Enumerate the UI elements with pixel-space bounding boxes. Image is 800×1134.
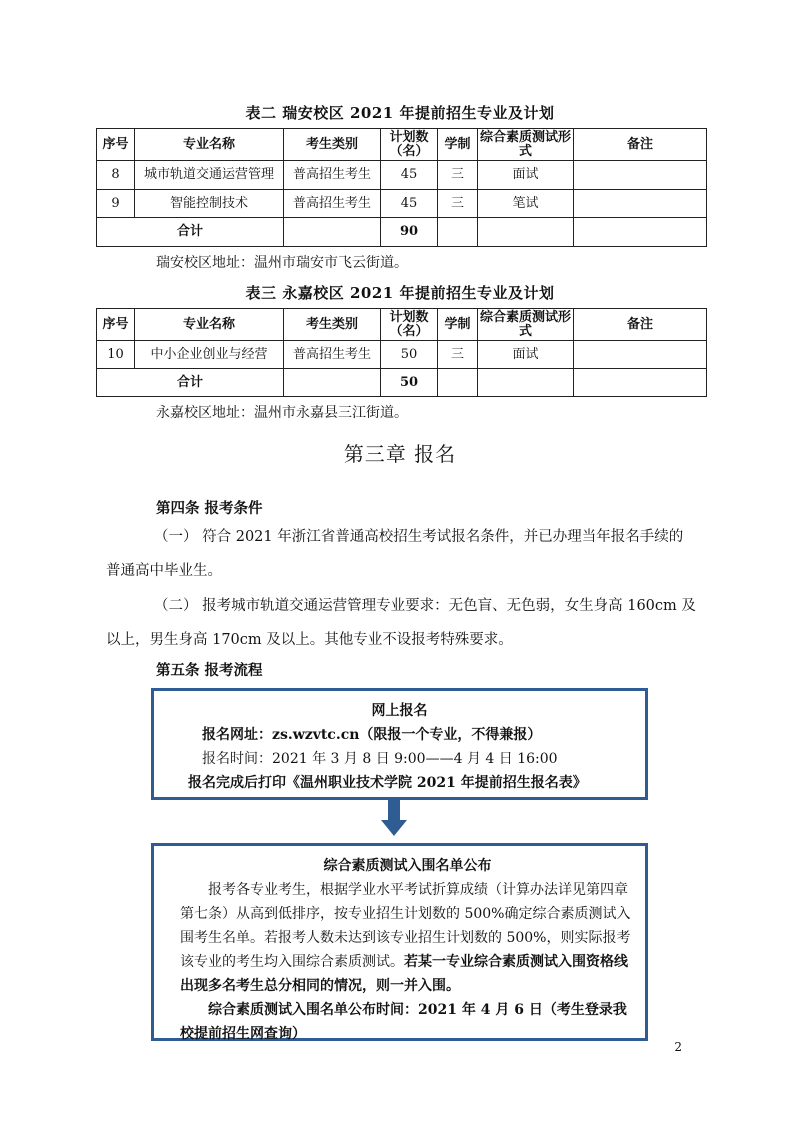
table-cell: 9: [97, 190, 135, 218]
page-number: 2: [674, 1040, 682, 1054]
table-cell: [574, 369, 707, 397]
shortlist-announcement-box: [151, 843, 648, 1041]
flow-arrow-down-icon: [381, 820, 407, 836]
online-registration-box: [151, 688, 648, 800]
table2-header-test: 综合素质测试形式: [478, 129, 574, 161]
table3: [96, 308, 707, 397]
table2-header-major: 专业名称: [135, 129, 284, 161]
table-cell: 三: [438, 190, 478, 218]
table-cell: [574, 190, 707, 218]
table-cell: 普高招生考生: [284, 190, 381, 218]
table3-header-quota: 计划数（名）: [381, 309, 438, 341]
table3-address: 永嘉校区地址：温州市永嘉县三江街道。: [156, 405, 408, 421]
table3-caption: 表三 永嘉校区 2021 年提前招生专业及计划: [245, 284, 555, 302]
table-row: [97, 190, 707, 218]
table-cell: 城市轨道交通运营管理: [135, 161, 284, 190]
table-cell: 45: [381, 161, 438, 190]
table-cell: [574, 341, 707, 369]
table-cell: 8: [97, 161, 135, 190]
table-cell: [574, 218, 707, 247]
table-cell: 面试: [478, 341, 574, 369]
box2-body-bold: 若某一专业综合素质测试入围资格线出现多名考生总分相同的情况，则一并入围。: [180, 954, 628, 994]
table-cell: 智能控制技术: [135, 190, 284, 218]
article5-title: 第五条 报考流程: [156, 662, 263, 679]
table2-header-no: 序号: [97, 129, 135, 161]
table3-total-row: [97, 369, 707, 397]
table2-header-row: [97, 129, 707, 161]
table-row: [97, 341, 707, 369]
table2: [96, 128, 707, 247]
box1-title: 网上报名: [371, 703, 428, 719]
table-cell: 笔试: [478, 190, 574, 218]
table2-total-row: [97, 218, 707, 247]
table3-header-major: 专业名称: [135, 309, 284, 341]
table3-header-category: 考生类别: [284, 309, 381, 341]
table-cell: [284, 369, 381, 397]
box2-body-text: 报考各专业考生，根据学业水平考试折算成绩（计算办法详见第四章第七条）从高到低排序，按专业招生计划数的 500%确定综合素质测试入围考生名单。若报考人数未达到该专业招生计划数的 500%，则实际报考该专业的考生均入围综合素质测试。: [180, 882, 631, 970]
article4-para1: （一） 符合 2021 年浙江省普通高校招生考试报名条件，并已办理当年报名手续的普通高中毕业生。: [106, 529, 684, 579]
chapter-title: 第三章 报名: [343, 442, 457, 466]
article4-para2: （二） 报考城市轨道交通运营管理专业要求：无色盲、无色弱，女生身高 160cm 及以上，男生身高 170cm 及以上。其他专业不设报考特殊要求。: [106, 598, 696, 648]
table3-header-test: 综合素质测试形式: [478, 309, 574, 341]
box1-line1: 报名网址：zs.wzvtc.cn（限报一个专业，不得兼报）: [202, 727, 542, 743]
table2-header-quota: 计划数（名）: [381, 129, 438, 161]
box1-line3: 报名完成后打印《温州职业技术学院 2021 年提前招生报名表》: [188, 775, 587, 791]
table-cell: 50: [381, 341, 438, 369]
table2-header-category: 考生类别: [284, 129, 381, 161]
table2-caption: 表二 瑞安校区 2021 年提前招生专业及计划: [245, 104, 555, 122]
table-cell: 面试: [478, 161, 574, 190]
table3-header-row: [97, 309, 707, 341]
table-cell: 三: [438, 341, 478, 369]
table2-total-label: 合计: [97, 218, 284, 247]
table3-header-no: 序号: [97, 309, 135, 341]
box1-line2: 报名时间：2021 年 3 月 8 日 9:00——4 月 4 日 16:00: [202, 751, 558, 767]
flow-arrow-stem: [388, 800, 400, 822]
table3-total-label: 合计: [97, 369, 284, 397]
table-cell: 45: [381, 190, 438, 218]
table-cell: [438, 218, 478, 247]
table-row: [97, 161, 707, 190]
table-cell: 普高招生考生: [284, 341, 381, 369]
table3-total-value: 50: [381, 369, 438, 397]
table-cell: 中小企业创业与经营: [135, 341, 284, 369]
table-cell: [478, 369, 574, 397]
table-cell: 10: [97, 341, 135, 369]
table-cell: [478, 218, 574, 247]
box2-body: [180, 878, 635, 998]
table2-header-duration: 学制: [438, 129, 478, 161]
table-cell: [284, 218, 381, 247]
article4-title: 第四条 报考条件: [156, 500, 263, 517]
table-cell: [574, 161, 707, 190]
box2-title: 综合素质测试入围名单公布: [323, 858, 492, 874]
table2-total-value: 90: [381, 218, 438, 247]
table-cell: 三: [438, 161, 478, 190]
box2-publish: 综合素质测试入围名单公布时间：2021 年 4 月 6 日（考生登录我校提前招生网查询）: [180, 1002, 627, 1042]
table-cell: 普高招生考生: [284, 161, 381, 190]
table2-address: 瑞安校区地址：温州市瑞安市飞云街道。: [156, 255, 408, 271]
table3-header-remark: 备注: [574, 309, 707, 341]
table2-header-remark: 备注: [574, 129, 707, 161]
table3-header-duration: 学制: [438, 309, 478, 341]
table-cell: [438, 369, 478, 397]
